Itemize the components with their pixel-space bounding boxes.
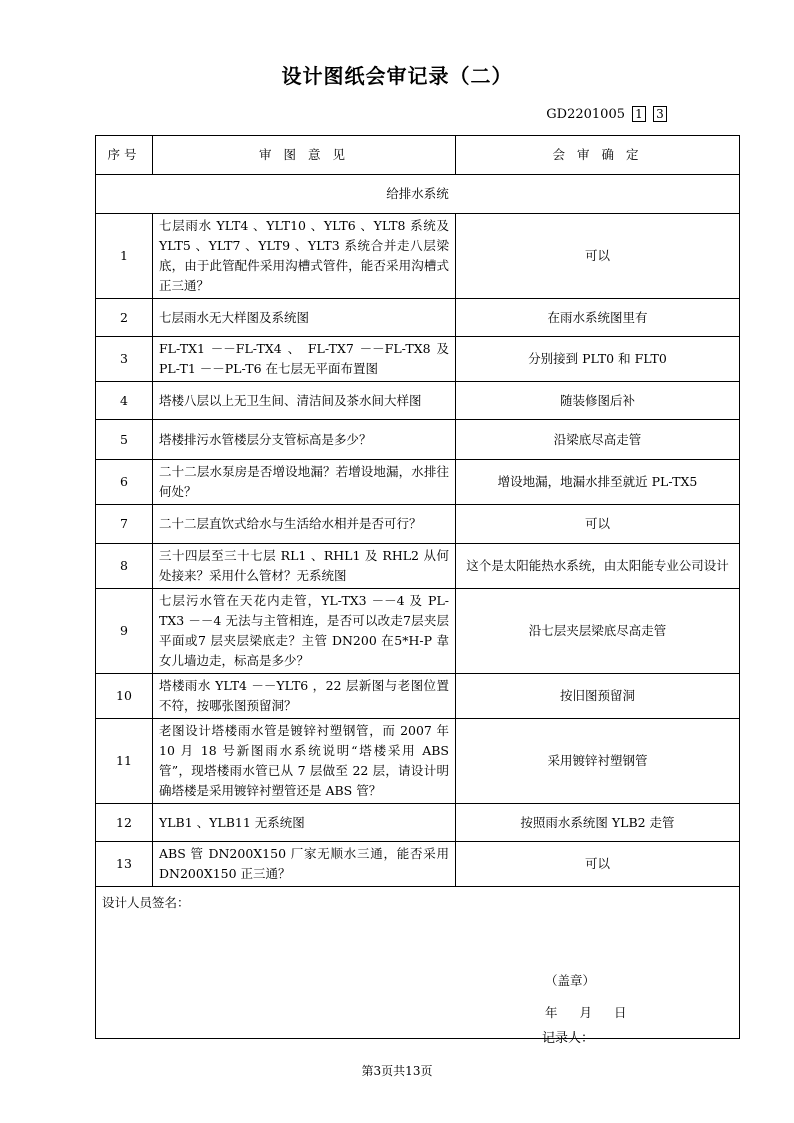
table-row xyxy=(96,674,740,719)
row-no: 8 xyxy=(96,544,153,589)
row-opinion: 老图设计塔楼雨水管是镀锌衬塑钢管，而 2007 年 10 月 18 号新图雨水系统说明“塔楼采用 ABS 管”，现塔楼雨水管已从 7 层做至 22 层，请设计明确塔楼是采用镀锌衬塑管还是 ABS 管？ xyxy=(153,719,456,804)
year-label: 年 xyxy=(545,1005,558,1020)
table-row xyxy=(96,544,740,589)
table-row xyxy=(96,299,740,337)
review-table xyxy=(95,135,740,1039)
doc-box-1: 1 xyxy=(632,106,646,122)
row-decision: 可以 xyxy=(456,842,740,887)
table-row xyxy=(96,460,740,505)
row-no: 6 xyxy=(96,460,153,505)
row-opinion: 二十二层水泵房是否增设地漏？若增设地漏，水排往何处？ xyxy=(153,460,456,505)
row-opinion: 塔楼八层以上无卫生间、清洁间及茶水间大样图 xyxy=(153,382,456,420)
row-no: 2 xyxy=(96,299,153,337)
row-decision: 可以 xyxy=(456,505,740,544)
row-no: 9 xyxy=(96,589,153,674)
page-title: 设计图纸会审记录（二） xyxy=(281,64,513,88)
row-opinion: 七层雨水 YLT4 、YLT10 、YLT6 、YLT8 系统及 YLT5 、YLT7 、YLT9 、YLT3 系统合并走八层梁底，由于此管配件采用沟槽式管件，能否采用沟槽式正三通？ xyxy=(153,214,456,299)
table-row xyxy=(96,842,740,887)
row-opinion: YLB1 、YLB11 无系统图 xyxy=(153,804,456,842)
section-row xyxy=(96,175,740,214)
row-decision: 可以 xyxy=(456,214,740,299)
signature-area xyxy=(96,887,740,1039)
row-decision: 按照雨水系统图 YLB2 走管 xyxy=(456,804,740,842)
row-opinion: 塔楼雨水 YLT4 －－YLT6 ，22 层新图与老图位置不符，按哪张图预留洞？ xyxy=(153,674,456,719)
row-no: 1 xyxy=(96,214,153,299)
designer-signature-label: 设计人员签名： xyxy=(102,895,190,910)
table-row xyxy=(96,505,740,544)
row-opinion: 七层污水管在天花内走管，YL-TX3 －－4 及 PL-TX3 －－4 无法与主管相连，是否可以改走7层夹层平面或7 层夹层梁底走？主管 DN200 在5*H-P 韋女儿墙边走，标高是多少？ xyxy=(153,589,456,674)
row-decision: 分别接到 PLT0 和 FLT0 xyxy=(456,337,740,382)
row-decision: 增设地漏，地漏水排至就近 PL-TX5 xyxy=(456,460,740,505)
row-no: 4 xyxy=(96,382,153,420)
row-opinion: 三十四层至三十七层 RL1 、RHL1 及 RHL2 从何处接来？采用什么管材？无系统图 xyxy=(153,544,456,589)
recorder-label: 记录人： xyxy=(542,1031,595,1046)
doc-box-2: 3 xyxy=(653,106,667,122)
header-decision: 会 审 确 定 xyxy=(456,136,740,175)
row-no: 12 xyxy=(96,804,153,842)
row-no: 10 xyxy=(96,674,153,719)
date-line xyxy=(545,1003,645,1023)
row-decision: 这个是太阳能热水系统，由太阳能专业公司设计 xyxy=(456,544,740,589)
seal-label: （盖章） xyxy=(545,973,596,988)
header-opinion: 审 图 意 见 xyxy=(153,136,456,175)
row-decision: 按旧图预留洞 xyxy=(456,674,740,719)
row-opinion: FL-TX1 －－FL-TX4 、 FL-TX7 －－FL-TX8 及 PL-T1 －－PL-T6 在七层无平面布置图 xyxy=(153,337,456,382)
row-no: 3 xyxy=(96,337,153,382)
document-number xyxy=(546,106,667,122)
row-decision: 在雨水系统图里有 xyxy=(456,299,740,337)
table-row xyxy=(96,214,740,299)
row-no: 13 xyxy=(96,842,153,887)
table-header-row xyxy=(96,136,740,175)
table-row xyxy=(96,382,740,420)
row-decision: 随装修图后补 xyxy=(456,382,740,420)
row-no: 5 xyxy=(96,420,153,460)
row-no: 7 xyxy=(96,505,153,544)
table-row xyxy=(96,589,740,674)
signature-row xyxy=(96,887,740,1039)
header-no: 序号 xyxy=(96,136,153,175)
table-row xyxy=(96,420,740,460)
table-row xyxy=(96,719,740,804)
day-label: 日 xyxy=(614,1005,627,1020)
section-title: 给排水系统 xyxy=(96,175,740,214)
row-decision: 沿七层夹层梁底尽高走管 xyxy=(456,589,740,674)
row-opinion: 塔楼排污水管楼层分支管标高是多少？ xyxy=(153,420,456,460)
row-opinion: 二十二层直饮式给水与生活给水相并是否可行？ xyxy=(153,505,456,544)
month-label: 月 xyxy=(579,1005,593,1020)
row-decision: 采用镀锌衬塑钢管 xyxy=(456,719,740,804)
row-opinion: ABS 管 DN200X150 厂家无顺水三通，能否采用 DN200X150 正三通？ xyxy=(153,842,456,887)
row-opinion: 七层雨水无大样图及系统图 xyxy=(153,299,456,337)
doc-code: GD2201005 xyxy=(546,106,625,122)
row-decision: 沿梁底尽高走管 xyxy=(456,420,740,460)
row-no: 11 xyxy=(96,719,153,804)
page-footer: 第3页共13页 xyxy=(361,1064,433,1078)
table-row xyxy=(96,804,740,842)
table-row xyxy=(96,337,740,382)
